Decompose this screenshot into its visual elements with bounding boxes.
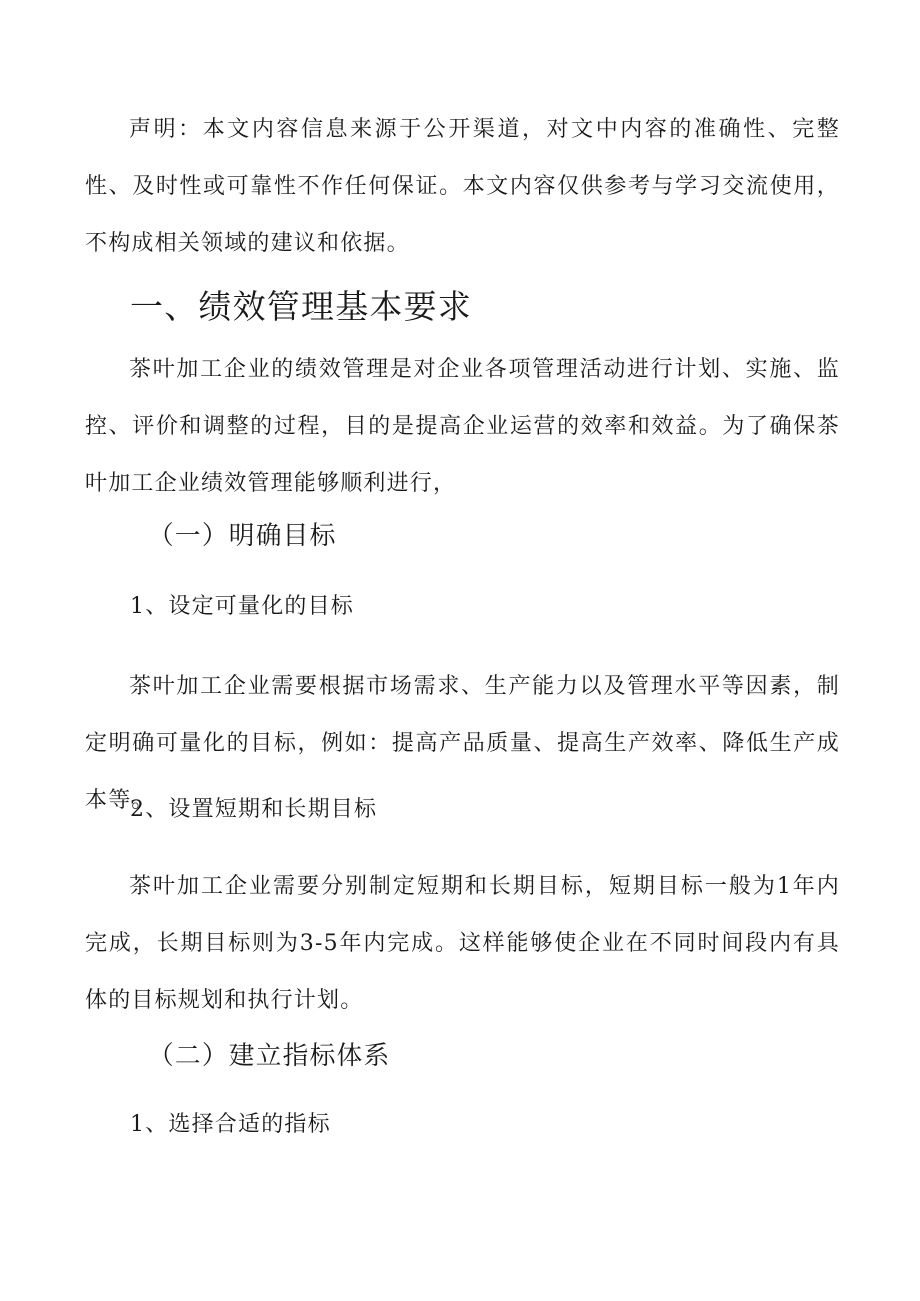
section-heading-performance-basics: 一、绩效管理基本要求 [130,287,472,326]
subsection-heading-indicator-system: （二）建立指标体系 [148,1041,391,1071]
section-intro-paragraph: 茶叶加工企业的绩效管理是对企业各项管理活动进行计划、实施、监控、评价和调整的过程，目的是提高企业运营的效率和效益。为了确保茶叶加工企业绩效管理能够顺利进行， [85,357,840,496]
item-heading-select-indicators: 1、选择合适的指标 [130,1112,331,1137]
quantifiable-goals-paragraph: 茶叶加工企业需要根据市场需求、生产能力以及管理水平等因素，制定明确可量化的目标，例如：提高产品质量、提高生产效率、降低生产成本等。 [85,674,840,813]
short-long-term-goals-paragraph: 茶叶加工企业需要分别制定短期和长期目标，短期目标一般为1年内完成，长期目标则为3-5年内完成。这样能够使企业在不同时间段内有具体的目标规划和执行计划。 [85,874,840,1013]
subsection-heading-clear-goals: （一）明确目标 [148,521,337,551]
item-heading-short-long-term-goals: 2、设置短期和长期目标 [130,797,378,822]
disclaimer-paragraph: 声明：本文内容信息来源于公开渠道，对文中内容的准确性、完整性、及时性或可靠性不作任何保证。本文内容仅供参考与学习交流使用，不构成相关领域的建议和依据。 [85,117,840,256]
item-heading-quantifiable-goals: 1、设定可量化的目标 [130,594,354,619]
